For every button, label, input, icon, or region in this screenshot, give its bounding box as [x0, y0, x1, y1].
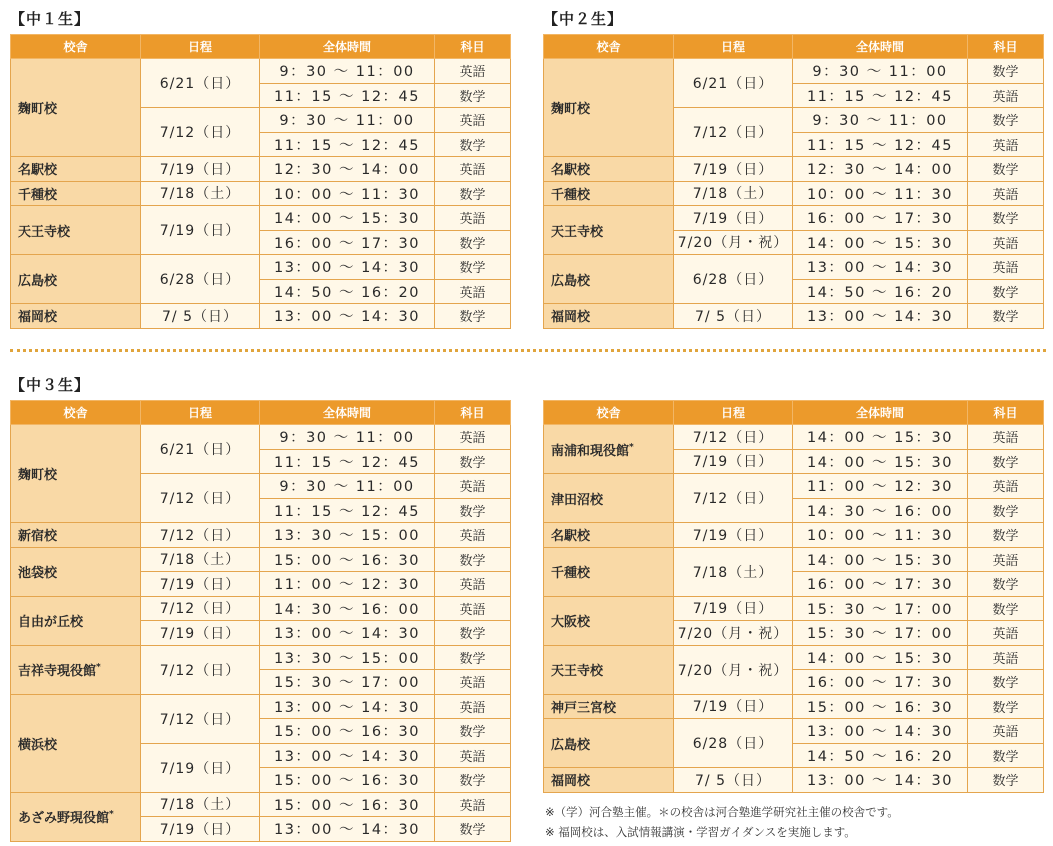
time-cell: 14：50 ～ 16：20	[260, 279, 435, 304]
school-name	[11, 425, 141, 523]
subject-cell: 数学	[435, 817, 511, 842]
column-header: 日程	[674, 401, 793, 425]
time-cell: 14：50 ～ 16：20	[793, 743, 968, 768]
table-row	[11, 59, 511, 84]
table-row	[544, 425, 1044, 450]
time-cell: 15：00 ～ 16：30	[260, 719, 435, 744]
time-cell: 13：00 ～ 14：30	[260, 621, 435, 646]
time-cell: 9：30 ～ 11：00	[260, 59, 435, 84]
table-row	[544, 157, 1044, 182]
school-name	[544, 694, 674, 719]
subject-cell: 数学	[435, 768, 511, 793]
time-cell: 9：30 ～ 11：00	[260, 425, 435, 450]
subject-cell: 英語	[968, 645, 1044, 670]
school-name-text: 名駅校	[551, 529, 591, 545]
header-row	[544, 401, 1044, 425]
subject-cell: 数学	[968, 694, 1044, 719]
school-name	[544, 255, 674, 304]
time-cell: 13：00 ～ 14：30	[793, 768, 968, 793]
school-name	[544, 157, 674, 182]
header-row	[11, 401, 511, 425]
column-header: 日程	[141, 35, 260, 59]
school-name-text: 名駅校	[18, 163, 58, 179]
date-cell: 7/12（日）	[141, 596, 260, 621]
school-name-text: 麹町校	[551, 102, 591, 117]
header-row	[11, 35, 511, 59]
date-cell: 7/20（月・祝）	[674, 621, 793, 646]
subject-cell: 英語	[435, 523, 511, 548]
time-cell: 16：00 ～ 17：30	[260, 230, 435, 255]
time-cell: 14：00 ～ 15：30	[793, 230, 968, 255]
school-name	[544, 474, 674, 523]
subject-cell: 英語	[435, 279, 511, 304]
time-cell: 13：00 ～ 14：30	[260, 694, 435, 719]
subject-cell: 英語	[968, 425, 1044, 450]
subject-cell: 数学	[435, 719, 511, 744]
time-cell: 11：15 ～ 12：45	[260, 83, 435, 108]
subject-cell: 英語	[968, 83, 1044, 108]
subject-cell: 数学	[968, 449, 1044, 474]
time-cell: 13：00 ～ 14：30	[260, 304, 435, 329]
column-header: 全体時間	[260, 35, 435, 59]
table-row	[11, 181, 511, 206]
section-title-grade1: 【中１生】	[10, 10, 91, 28]
table-row	[11, 694, 511, 719]
date-cell: 7/12（日）	[141, 108, 260, 157]
subject-cell: 英語	[435, 596, 511, 621]
school-name	[11, 596, 141, 645]
schedule-table-grade3-part1	[10, 400, 511, 842]
header-row	[544, 35, 1044, 59]
school-name	[11, 59, 141, 157]
column-header: 科目	[435, 401, 511, 425]
time-cell: 14：50 ～ 16：20	[793, 279, 968, 304]
date-cell: 6/21（日）	[674, 59, 793, 108]
date-cell: 7/12（日）	[674, 474, 793, 523]
school-name	[544, 425, 674, 474]
time-cell: 15：00 ～ 16：30	[260, 768, 435, 793]
time-cell: 10：00 ～ 11：30	[793, 523, 968, 548]
date-cell: 6/28（日）	[674, 255, 793, 304]
table-row	[544, 304, 1044, 329]
subject-cell: 数学	[968, 768, 1044, 793]
column-header: 全体時間	[793, 35, 968, 59]
subject-cell: 英語	[435, 694, 511, 719]
subject-cell: 英語	[968, 230, 1044, 255]
school-name	[544, 645, 674, 694]
subject-cell: 数学	[968, 572, 1044, 597]
column-header: 校舎	[11, 401, 141, 425]
time-cell: 13：00 ～ 14：30	[260, 255, 435, 280]
time-cell: 11：15 ～ 12：45	[793, 83, 968, 108]
column-header: 日程	[674, 35, 793, 59]
school-name-text: 神戸三宮校	[551, 700, 617, 716]
subject-cell: 数学	[968, 670, 1044, 695]
school-name-text: 天王寺校	[18, 224, 71, 240]
school-name-text: 天王寺校	[551, 224, 604, 240]
subject-cell: 数学	[968, 108, 1044, 133]
school-name-text: 広島校	[551, 737, 591, 753]
date-cell: 7/19（日）	[141, 743, 260, 792]
table-row	[544, 719, 1044, 744]
school-name-text: 大阪校	[551, 615, 591, 630]
date-cell: 7/18（土）	[141, 181, 260, 206]
column-header: 全体時間	[793, 401, 968, 425]
school-name	[11, 255, 141, 304]
table-row	[544, 255, 1044, 280]
footnote-organizer: ※（学）河合塾主催。＊の校舎は河合塾進学研究社主催の校舎です。	[545, 805, 899, 819]
school-name	[11, 694, 141, 792]
table-row	[11, 206, 511, 231]
table-row	[11, 157, 511, 182]
date-cell: 7/18（土）	[141, 547, 260, 572]
time-cell: 14：00 ～ 15：30	[260, 206, 435, 231]
school-name	[11, 792, 141, 841]
time-cell: 14：00 ～ 15：30	[793, 425, 968, 450]
table-row	[11, 596, 511, 621]
time-cell: 16：00 ～ 17：30	[793, 670, 968, 695]
time-cell: 15：30 ～ 17：00	[793, 596, 968, 621]
time-cell: 14：00 ～ 15：30	[793, 449, 968, 474]
school-name-text: 広島校	[18, 273, 58, 289]
time-cell: 9：30 ～ 11：00	[793, 59, 968, 84]
time-cell: 11：00 ～ 12：30	[260, 572, 435, 597]
school-name	[11, 645, 141, 694]
subject-cell: 数学	[968, 498, 1044, 523]
date-cell: 7/19（日）	[674, 694, 793, 719]
column-header: 校舎	[11, 35, 141, 59]
subject-cell: 数学	[435, 255, 511, 280]
school-name-text: 福岡校	[551, 774, 591, 790]
date-cell: 7/18（土）	[141, 792, 260, 817]
school-name-text: 名駅校	[551, 163, 591, 179]
subject-cell: 英語	[435, 474, 511, 499]
date-cell: 7/12（日）	[141, 694, 260, 743]
date-cell: 6/21（日）	[141, 425, 260, 474]
time-cell: 13：00 ～ 14：30	[260, 743, 435, 768]
subject-cell: 英語	[968, 474, 1044, 499]
time-cell: 14：30 ～ 16：00	[793, 498, 968, 523]
time-cell: 15：00 ～ 16：30	[260, 792, 435, 817]
table-row	[11, 645, 511, 670]
subject-cell: 数学	[435, 181, 511, 206]
school-name-text: 麹町校	[18, 102, 58, 117]
subject-cell: 英語	[435, 425, 511, 450]
school-name-text: 横浜校	[18, 737, 58, 753]
school-name-text: 千種校	[551, 187, 591, 203]
subject-cell: 数学	[435, 547, 511, 572]
subject-cell: 英語	[435, 792, 511, 817]
section-title-grade3: 【中３生】	[10, 376, 91, 394]
date-cell: 7/12（日）	[674, 425, 793, 450]
schedule-table-grade3-part2	[543, 400, 1044, 793]
column-header: 科目	[435, 35, 511, 59]
table-row	[11, 255, 511, 280]
table-row	[544, 596, 1044, 621]
time-cell: 14：00 ～ 15：30	[793, 645, 968, 670]
school-name-text: 池袋校	[18, 566, 58, 581]
date-cell: 7/19（日）	[141, 206, 260, 255]
school-name	[11, 181, 141, 206]
time-cell: 13：30 ～ 15：00	[260, 645, 435, 670]
subject-cell: 数学	[435, 304, 511, 329]
subject-cell: 英語	[435, 206, 511, 231]
school-name-text: 吉祥寺現役館	[18, 664, 97, 679]
time-cell: 11：15 ～ 12：45	[260, 498, 435, 523]
school-name-text: 広島校	[551, 273, 591, 289]
school-name-text: あざみ野現役館	[18, 811, 110, 826]
table-row	[544, 181, 1044, 206]
school-name-text: 津田沼校	[551, 492, 604, 508]
subject-cell: 数学	[968, 743, 1044, 768]
subject-cell: 数学	[435, 230, 511, 255]
table-row	[544, 645, 1044, 670]
subject-cell: 英語	[968, 181, 1044, 206]
subject-cell: 数学	[435, 449, 511, 474]
time-cell: 15：30 ～ 17：00	[260, 670, 435, 695]
subject-cell: 英語	[435, 157, 511, 182]
section-title-grade2: 【中２生】	[543, 10, 624, 28]
date-cell: 6/28（日）	[674, 719, 793, 768]
time-cell: 14：30 ～ 16：00	[260, 596, 435, 621]
date-cell: 7/19（日）	[141, 572, 260, 597]
time-cell: 11：15 ～ 12：45	[260, 132, 435, 157]
time-cell: 9：30 ～ 11：00	[260, 474, 435, 499]
table-row	[544, 474, 1044, 499]
date-cell: 7/19（日）	[674, 596, 793, 621]
school-name-text: 福岡校	[551, 310, 591, 326]
school-name	[11, 206, 141, 255]
time-cell: 13：00 ～ 14：30	[793, 304, 968, 329]
organizer-mark: *	[96, 662, 101, 673]
school-name-text: 麹町校	[18, 468, 58, 483]
time-cell: 10：00 ～ 11：30	[793, 181, 968, 206]
time-cell: 10：00 ～ 11：30	[260, 181, 435, 206]
column-header: 校舎	[544, 401, 674, 425]
subject-cell: 英語	[435, 743, 511, 768]
subject-cell: 英語	[968, 621, 1044, 646]
time-cell: 11：15 ～ 12：45	[260, 449, 435, 474]
time-cell: 13：00 ～ 14：30	[793, 255, 968, 280]
table-row	[544, 768, 1044, 793]
column-header: 校舎	[544, 35, 674, 59]
table-row	[11, 304, 511, 329]
table-row	[11, 792, 511, 817]
date-cell: 7/12（日）	[674, 108, 793, 157]
school-name	[544, 304, 674, 329]
column-header: 科目	[968, 401, 1044, 425]
school-name	[544, 206, 674, 255]
school-name	[11, 304, 141, 329]
school-name	[544, 768, 674, 793]
table-row	[544, 694, 1044, 719]
date-cell: 7/19（日）	[674, 449, 793, 474]
subject-cell: 数学	[968, 157, 1044, 182]
subject-cell: 数学	[968, 304, 1044, 329]
school-name-text: 天王寺校	[551, 664, 604, 679]
date-cell: 7/20（月・祝）	[674, 230, 793, 255]
time-cell: 12：30 ～ 14：00	[793, 157, 968, 182]
subject-cell: 数学	[968, 279, 1044, 304]
subject-cell: 英語	[435, 108, 511, 133]
organizer-mark: *	[109, 809, 114, 820]
date-cell: 7/20（月・祝）	[674, 645, 793, 694]
time-cell: 15：00 ～ 16：30	[793, 694, 968, 719]
date-cell: 7/19（日）	[674, 523, 793, 548]
schedule-table-grade1	[10, 34, 511, 329]
school-name-text: 福岡校	[18, 310, 58, 326]
date-cell: 7/ 5（日）	[674, 304, 793, 329]
footnote-fukuoka: ※ 福岡校は、入試情報講演・学習ガイダンスを実施します。	[545, 825, 856, 839]
subject-cell: 英語	[968, 132, 1044, 157]
time-cell: 13：00 ～ 14：30	[793, 719, 968, 744]
subject-cell: 英語	[968, 547, 1044, 572]
time-cell: 15：30 ～ 17：00	[793, 621, 968, 646]
date-cell: 7/12（日）	[141, 523, 260, 548]
school-name	[11, 547, 141, 596]
date-cell: 7/19（日）	[141, 817, 260, 842]
column-header: 日程	[141, 401, 260, 425]
column-header: 全体時間	[260, 401, 435, 425]
date-cell: 6/21（日）	[141, 59, 260, 108]
subject-cell: 数学	[968, 206, 1044, 231]
school-name	[544, 596, 674, 645]
school-name	[544, 719, 674, 768]
subject-cell: 英語	[968, 719, 1044, 744]
table-row	[11, 425, 511, 450]
time-cell: 9：30 ～ 11：00	[793, 108, 968, 133]
school-name-text: 千種校	[18, 187, 58, 203]
table-row	[544, 206, 1044, 231]
time-cell: 16：00 ～ 17：30	[793, 572, 968, 597]
school-name	[544, 547, 674, 596]
school-name	[544, 59, 674, 157]
date-cell: 7/19（日）	[141, 157, 260, 182]
subject-cell: 英語	[435, 572, 511, 597]
organizer-mark: *	[629, 442, 634, 453]
time-cell: 13：00 ～ 14：30	[260, 817, 435, 842]
date-cell: 7/19（日）	[674, 206, 793, 231]
date-cell: 7/18（土）	[674, 181, 793, 206]
date-cell: 6/28（日）	[141, 255, 260, 304]
table-row	[11, 547, 511, 572]
school-name-text: 自由が丘校	[18, 615, 84, 630]
date-cell: 7/19（日）	[674, 157, 793, 182]
subject-cell: 英語	[435, 59, 511, 84]
subject-cell: 数学	[435, 498, 511, 523]
school-name-text: 南浦和現役館	[551, 443, 630, 459]
subject-cell: 数学	[968, 523, 1044, 548]
time-cell: 14：00 ～ 15：30	[793, 547, 968, 572]
subject-cell: 英語	[968, 255, 1044, 280]
time-cell: 9：30 ～ 11：00	[260, 108, 435, 133]
time-cell: 11：15 ～ 12：45	[793, 132, 968, 157]
school-name-text: 千種校	[551, 566, 591, 581]
section-divider	[10, 349, 1046, 352]
date-cell: 7/ 5（日）	[674, 768, 793, 793]
subject-cell: 数学	[435, 621, 511, 646]
school-name	[11, 157, 141, 182]
date-cell: 7/ 5（日）	[141, 304, 260, 329]
time-cell: 15：00 ～ 16：30	[260, 547, 435, 572]
subject-cell: 英語	[435, 670, 511, 695]
column-header: 科目	[968, 35, 1044, 59]
time-cell: 11：00 ～ 12：30	[793, 474, 968, 499]
table-row	[11, 523, 511, 548]
subject-cell: 数学	[435, 645, 511, 670]
subject-cell: 数学	[968, 59, 1044, 84]
table-row	[544, 59, 1044, 84]
school-name	[544, 523, 674, 548]
schedule-table-grade2	[543, 34, 1044, 329]
subject-cell: 数学	[968, 596, 1044, 621]
date-cell: 7/12（日）	[141, 474, 260, 523]
school-name	[544, 181, 674, 206]
school-name-text: 新宿校	[18, 529, 58, 545]
time-cell: 13：30 ～ 15：00	[260, 523, 435, 548]
table-row	[544, 523, 1044, 548]
time-cell: 12：30 ～ 14：00	[260, 157, 435, 182]
date-cell: 7/19（日）	[141, 621, 260, 646]
table-row	[544, 547, 1044, 572]
subject-cell: 数学	[435, 132, 511, 157]
school-name	[11, 523, 141, 548]
time-cell: 16：00 ～ 17：30	[793, 206, 968, 231]
date-cell: 7/18（土）	[674, 547, 793, 596]
date-cell: 7/12（日）	[141, 645, 260, 694]
subject-cell: 数学	[435, 83, 511, 108]
